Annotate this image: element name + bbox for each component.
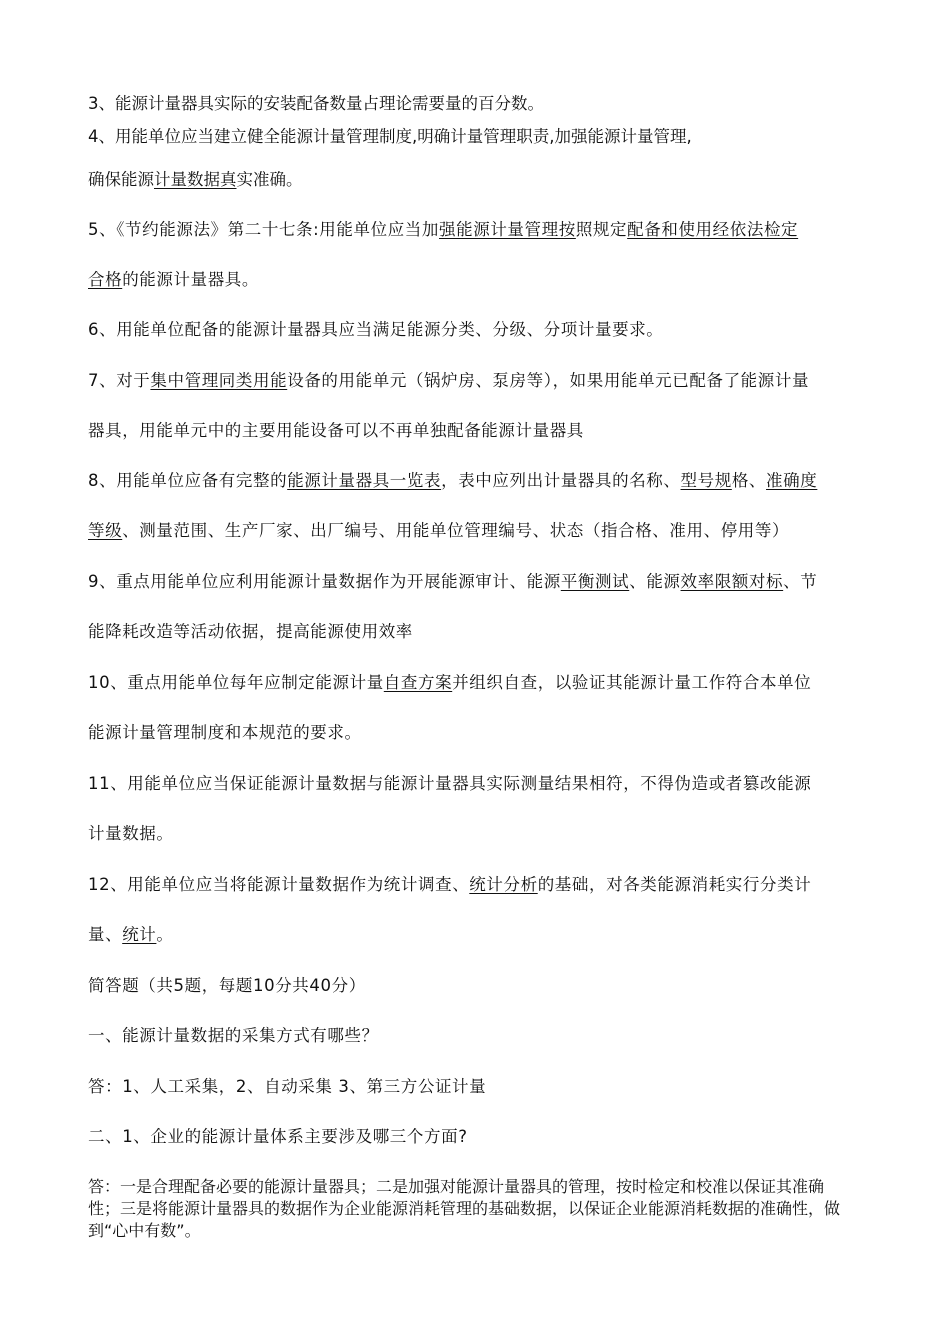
item-7-line-2 [88,421,584,441]
item-5-line-1 [88,220,798,240]
item-12-text-part: 12、用能单位应当将能源计量数据作为统计调查、 [88,875,470,894]
item-5-line-2 [88,270,259,290]
item-9-line-1 [88,572,817,592]
item-7-underlined: 集中管理同类用能 [150,371,288,390]
item-11-line-1 [88,774,811,794]
item-10-line-2 [88,723,362,743]
item-8-line-2 [88,521,789,541]
item-3-text: 3、能源计量器具实际的安装配备数量占理论需要量的百分数。 [88,94,544,113]
item-5-text-part: 的能源计量器具。 [122,270,260,289]
item-5-underlined: 配备和使用经依法检定 [627,220,799,239]
item-8-underlined: 型号规 [680,471,732,490]
question-1 [88,1026,379,1046]
question-1-text: 一、能源计量数据的采集方式有哪些？ [88,1026,379,1045]
section-heading [88,976,366,996]
answer-2-text: 答：一是合理配备必要的能源计量器具；二是加强对能源计量器具的管理，按时检定和校准以保证其准确性；三是将能源计量器具的数据作为企业能源消耗管理的基础数据，以保证企业能源消耗数据的准确性，做到“心中有数”。 [88,1177,841,1240]
item-10-text-part: 并组织自查，以验证其能源计量工作符合本单位 [452,673,812,692]
item-12-text-part: 量、 [88,925,123,944]
item-8-text-part: 8、用能单位应备有完整的 [88,471,288,490]
item-11-text: 计量数据。 [88,824,174,843]
item-11-text: 11、用能单位应当保证能源计量数据与能源计量器具实际测量结果相符，不得伪造或者篡改能源 [88,774,812,793]
question-2 [88,1127,468,1147]
item-10-text-part: 10、重点用能单位每年应制定能源计量 [88,673,384,692]
item-4-line-1 [88,127,692,147]
item-12-line-1 [88,875,811,895]
item-5-underlined: 强能源计量管理按 [439,220,576,239]
item-5-text-part: 照规定 [575,220,628,239]
item-8-underlined: 等级 [88,521,123,540]
item-5-underlined: 合格 [88,270,123,289]
item-9-text-part: 、节 [783,572,818,591]
item-7-line-1 [88,371,809,391]
item-12-text-part: 。 [156,925,174,944]
item-12-underlined: 统计 [122,925,157,944]
answer-2 [88,1176,852,1242]
item-8-text-part: 、测量范围、生产厂家、出厂编号、用能单位管理编号、状态（指合格、准用、停用等） [122,521,790,540]
item-4-line-2 [88,170,303,190]
item-4-underlined: 计量数据真 [154,170,237,189]
item-9-text-part: 、能源 [629,572,681,591]
item-9-underlined: 效率限额对标 [680,572,784,591]
item-8-text-part: 格、 [731,471,767,490]
item-7-text: 器具，用能单元中的主要用能设备可以不再单独配备能源计量器具 [88,421,584,440]
item-11-line-2 [88,824,174,844]
item-8-text-part: ，表中应列出计量器具的名称、 [441,471,681,490]
item-7-text-part: 设备的用能单元（锅炉房、泵房等），如果用能单元已配备了能源计量 [287,371,810,390]
item-9-text-part: 9、重点用能单位应利用能源计量数据作为开展能源审计、能源 [88,572,561,591]
item-10-underlined: 自查方案 [383,673,453,692]
item-9-underlined: 平衡测试 [560,572,630,591]
item-3 [88,94,544,114]
item-4-text-part: 实准确。 [236,170,303,189]
item-10-text: 能源计量管理制度和本规范的要求。 [88,723,362,742]
item-5-text-part: 5、《节约能源法》第二十七条:用能单位应当加 [88,220,440,239]
item-6-text: 6、用能单位配备的能源计量器具应当满足能源分类、分级、分项计量要求。 [88,320,664,339]
section-heading-text: 简答题（共5题，每题10分共40分） [88,976,366,995]
item-8-underlined: 准确度 [766,471,818,490]
answer-1-text: 答：1、人工采集，2、自动采集 3、第三方公证计量 [88,1077,487,1096]
item-8-line-1 [88,471,817,491]
item-12-text-part: 的基础，对各类能源消耗实行分类计 [537,875,812,894]
question-2-text: 二、1、企业的能源计量体系主要涉及哪三个方面? [88,1127,468,1146]
item-12-underlined: 统计分析 [469,875,538,894]
item-9-text: 能降耗改造等活动依据，提高能源使用效率 [88,622,413,641]
item-9-line-2 [88,622,413,642]
item-4-text-part: 确保能源 [88,170,154,189]
answer-1 [88,1077,486,1097]
item-4-text: 4、用能单位应当建立健全能源计量管理制度,明确计量管理职责,加强能源计量管理, [88,127,692,146]
item-8-underlined: 能源计量器具一览表 [287,471,442,490]
item-10-line-1 [88,673,811,693]
item-6 [88,320,663,340]
item-12-line-2 [88,925,174,945]
item-7-text-part: 7、对于 [88,371,151,390]
